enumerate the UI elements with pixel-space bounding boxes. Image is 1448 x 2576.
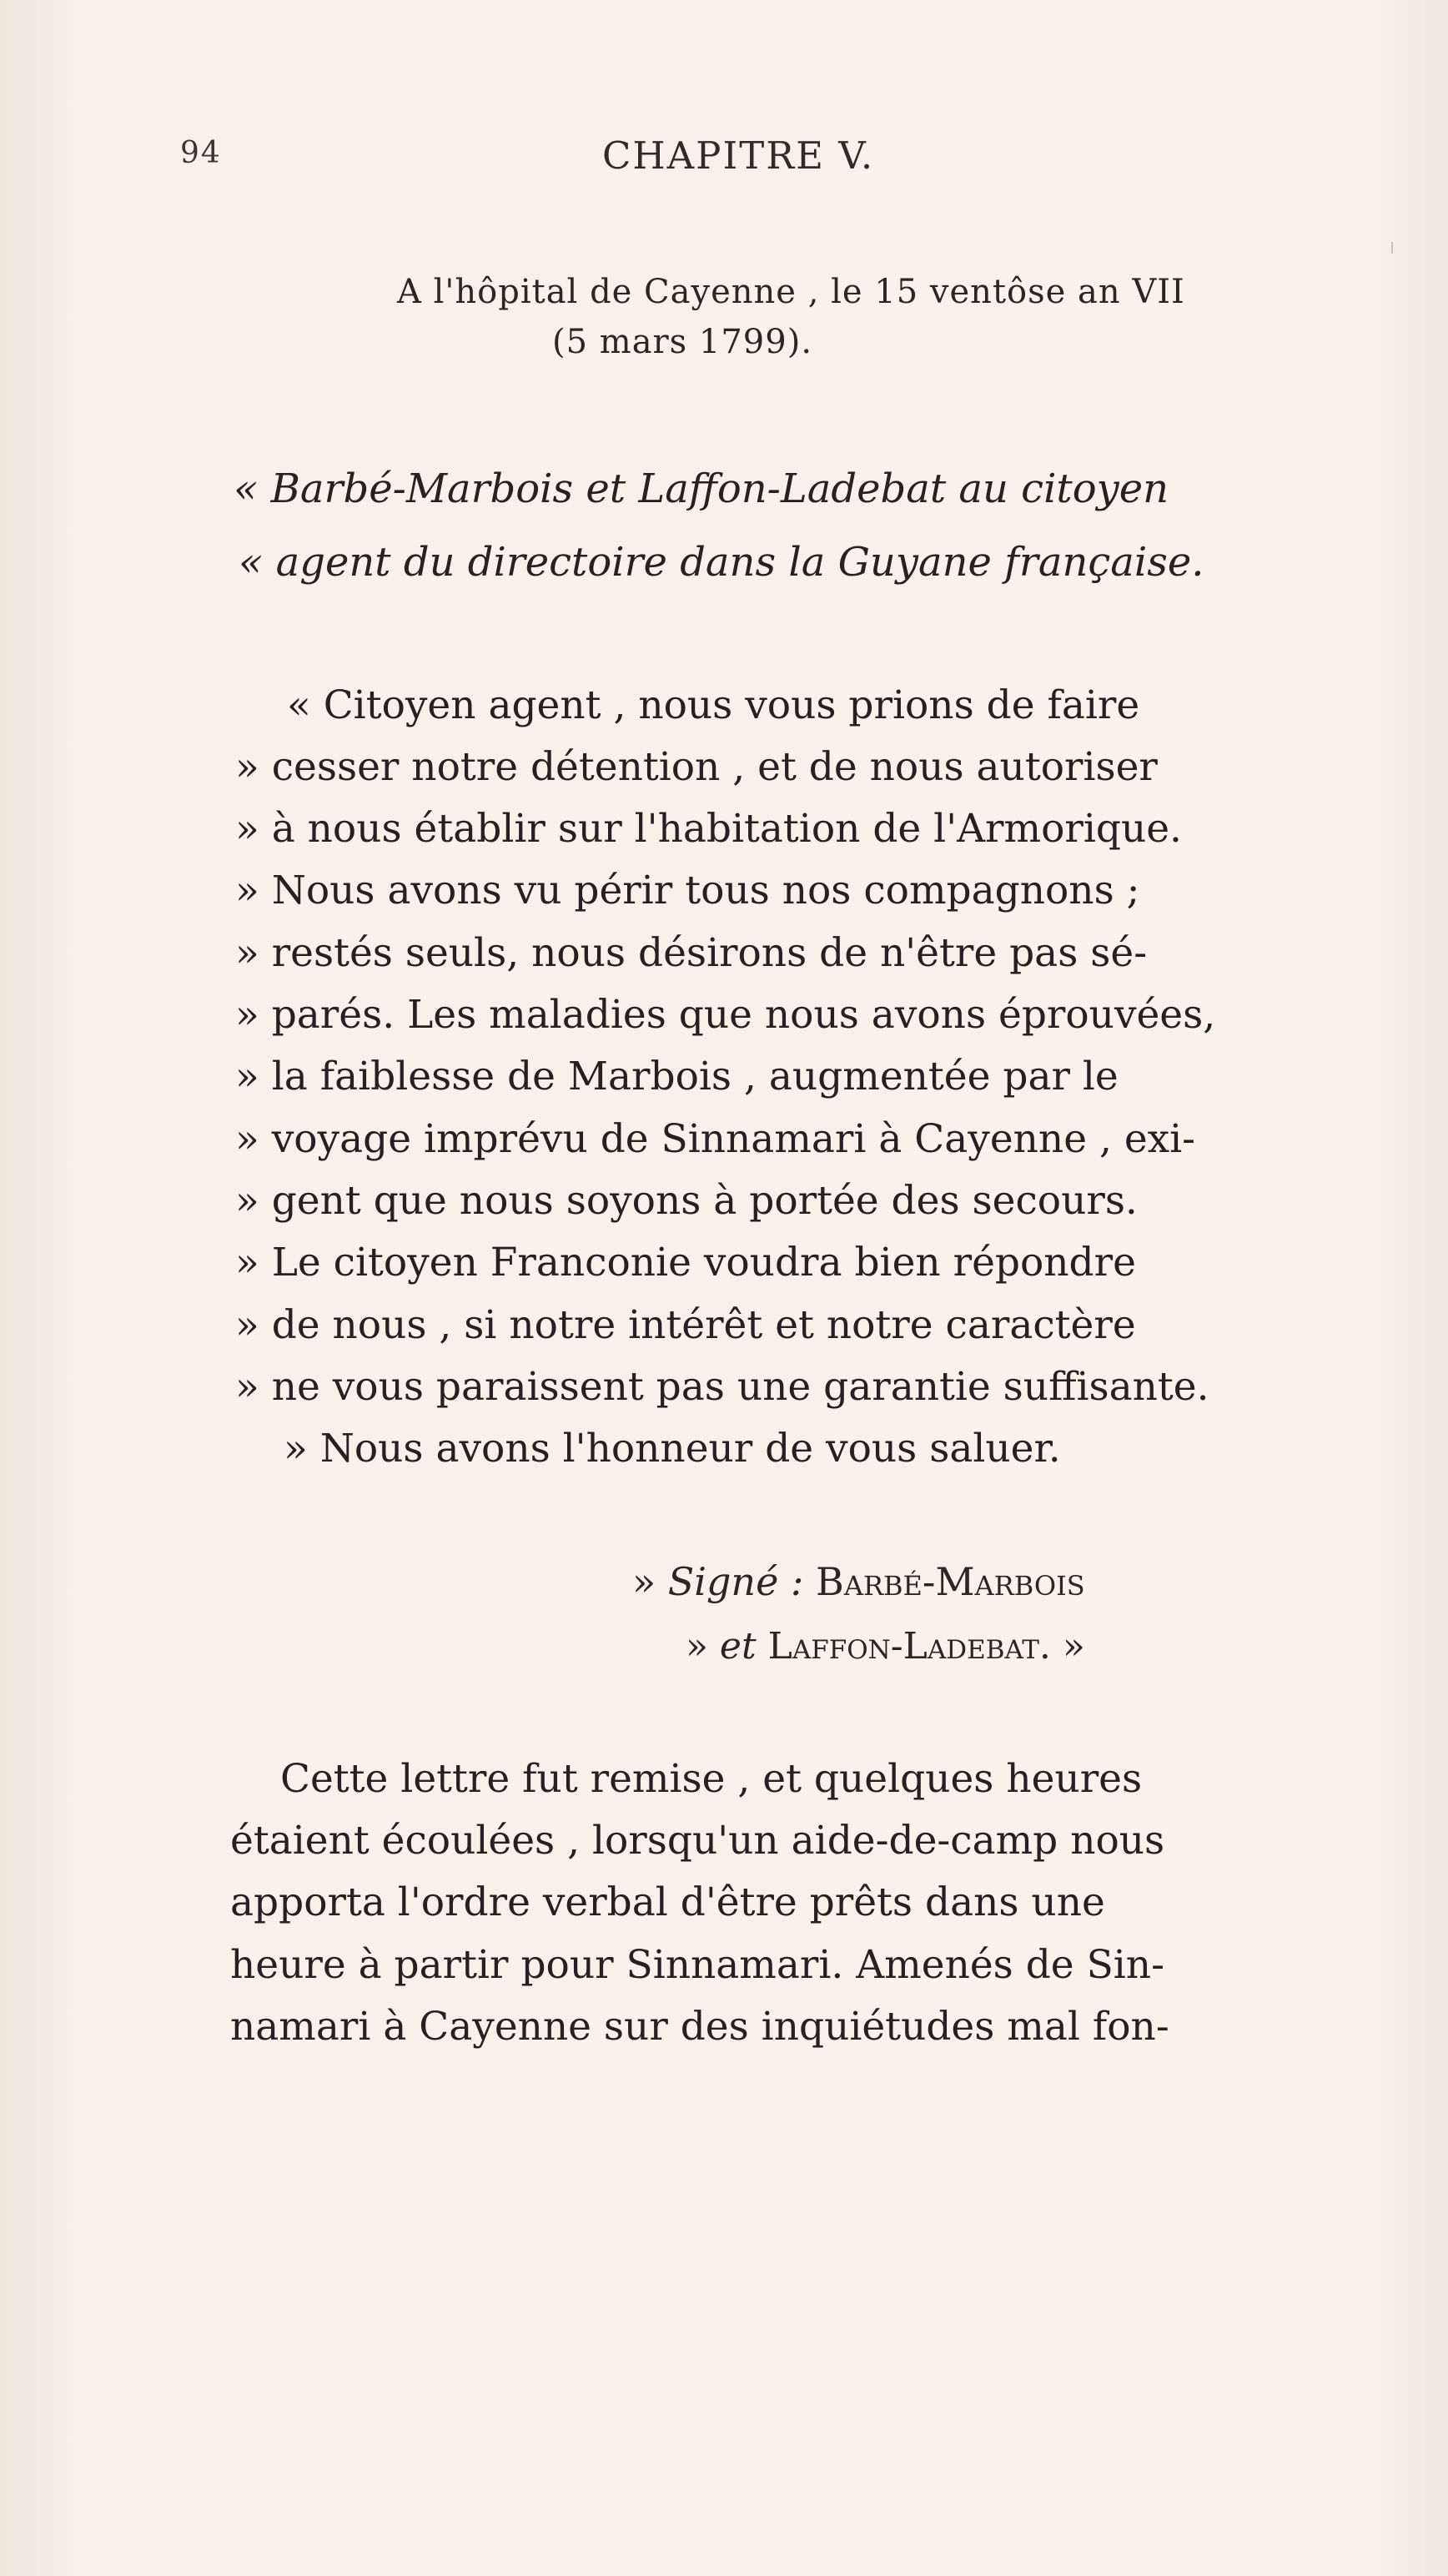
narrative-line: Cette lettre fut remise , et quelques heures — [280, 1756, 1143, 1802]
letter-body-line: » cesser notre détention , et de nous autoriser — [235, 744, 1158, 790]
letter-body-line: » Nous avons l'honneur de vous saluer. — [284, 1426, 1061, 1472]
letter-body-line: « Citoyen agent , nous vous prions de faire — [287, 682, 1140, 728]
signature-prefix: » — [632, 1559, 668, 1604]
narrative-line: heure à partir pour Sinnamari. Amenés de Sin- — [230, 1942, 1164, 1988]
signature-line — [632, 1559, 1085, 1604]
letter-body-line: » voyage imprévu de Sinnamari à Cayenne , exi- — [235, 1116, 1196, 1162]
letter-place: A l'hôpital de Cayenne , le 15 ventôse an VII — [397, 273, 1185, 311]
letter-body-line: » la faiblesse de Marbois , augmentée par le — [235, 1054, 1119, 1099]
letter-body-line: » Nous avons vu périr tous nos compagnons ; — [235, 868, 1140, 913]
narrative-line: apporta l'ordre verbal d'être prêts dans une — [230, 1879, 1105, 1925]
narrative-line: namari à Cayenne sur des inquiétudes mal fon- — [230, 2004, 1169, 2050]
signature-suffix: » — [1050, 1625, 1085, 1668]
signature-conjunction: et — [719, 1625, 757, 1668]
salutation-line: « Barbé-Marbois et Laffon-Ladebat au citoyen — [234, 465, 1169, 512]
letter-body-line: » restés seuls, nous désirons de n'être pas sé- — [235, 930, 1148, 976]
letter-body-line: » de nous , si notre intérêt et notre caractère — [235, 1302, 1136, 1348]
letter-date: (5 mars 1799). — [552, 323, 813, 361]
signature-name: Laffon-Ladebat. — [767, 1625, 1051, 1668]
letter-body-line: » parés. Les maladies que nous avons éprouvées, — [235, 992, 1216, 1038]
salutation-line: « agent du directoire dans la Guyane française. — [239, 539, 1204, 586]
letter-body-line: » gent que nous soyons à portée des secours. — [235, 1178, 1138, 1224]
signature-line — [686, 1625, 1085, 1668]
letter-body-line: » Le citoyen Franconie voudra bien répondre — [235, 1240, 1136, 1285]
signature-label: Signé : — [667, 1559, 804, 1604]
letter-body-line: » à nous établir sur l'habitation de l'Armorique. — [235, 806, 1182, 852]
paper-speck — [1391, 242, 1393, 254]
page-number: 94 — [180, 136, 222, 170]
chapter-title: CHAPITRE V. — [602, 133, 875, 178]
signature-name: Barbé-Marbois — [816, 1559, 1085, 1604]
letter-body-line: » ne vous paraissent pas une garantie suffisante. — [235, 1364, 1209, 1410]
signature-prefix: » — [686, 1625, 720, 1668]
narrative-line: étaient écoulées , lorsqu'un aide-de-camp nous — [230, 1818, 1165, 1864]
